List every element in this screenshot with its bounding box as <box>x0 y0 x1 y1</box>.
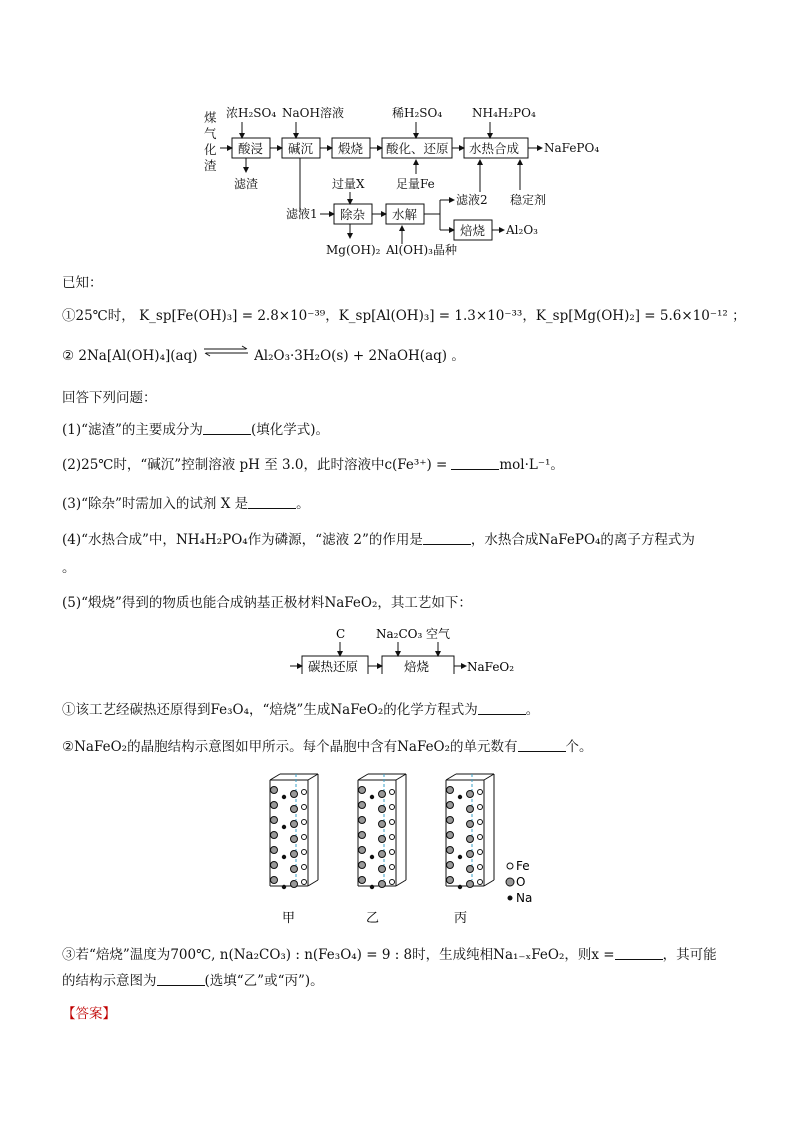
q5-3-condition: 700℃, n(Na₂CO₃) : n(Fe₃O₄) = 9 : 8 <box>170 947 413 963</box>
q5-1-nafeo2: NaFeO₂ <box>330 702 384 718</box>
answer-intro-text: 回答下列问题： <box>62 390 157 406</box>
ksp-equations: K_sp[Fe(OH)₃] = 2.8×10⁻³⁹，K_sp[Al(OH)₃] = 1.3×10⁻³³，K_sp[Mg(OH)₂] = 5.6×10⁻¹² <box>139 308 728 324</box>
step-hydrolysis: 水解 <box>392 207 418 222</box>
q5-text-b: ，其工艺如下： <box>377 595 472 611</box>
step-calcine: 煅烧 <box>338 141 364 156</box>
question-5 <box>62 593 472 613</box>
question-5-3 <box>62 945 717 965</box>
raw-material-char: 气 <box>204 126 217 141</box>
equilibrium-right: Al₂O₃·3H₂O(s) + 2NaOH(aq) <box>254 348 448 364</box>
q2-text-a: (2)25℃时，“碱沉”控制溶液 pH 至 3.0，此时溶液中 <box>62 457 385 473</box>
question-1 <box>62 420 329 440</box>
q5-3-x: x = <box>591 947 615 963</box>
legend-o-symbol <box>506 878 514 886</box>
known-2-end: 。 <box>451 348 465 364</box>
q4-reagent: NH₄H₂PO₄ <box>175 532 248 548</box>
q5-2-text-b: 的晶胞结构示意图如甲所示。每个晶胞中含有 <box>127 739 398 755</box>
roast-step: 焙烧 <box>404 659 430 674</box>
q1-text-a: (1)“滤渣”的主要成分为 <box>62 422 203 438</box>
q2-fe-conc: c(Fe³⁺) = <box>384 457 448 473</box>
q1-blank[interactable] <box>203 422 251 435</box>
q5-2-blank[interactable] <box>518 739 566 752</box>
equilibrium-left: 2Na[Al(OH)₄](aq) <box>78 348 198 364</box>
al2o3-label: Al₂O₃ <box>506 223 538 237</box>
q1-text-b: (填化学式)。 <box>250 422 329 438</box>
nafeo2-product: NaFeO₂ <box>467 660 515 674</box>
reagent-naoh: NaOH溶液 <box>282 106 344 120</box>
answer-section <box>62 1004 116 1024</box>
q5-1-fe3o4: Fe₃O₄ <box>210 702 250 718</box>
legend-fe: Fe <box>516 859 530 873</box>
mgoh2-label: Mg(OH)₂ <box>326 243 381 257</box>
q4-text-c: ，水热合成 <box>470 532 539 548</box>
known-2-prefix: ② <box>62 348 75 364</box>
reagent-dilute-h2so4: 稀H₂SO₄ <box>392 106 443 120</box>
legend-na: Na <box>516 891 533 905</box>
q5-1-text-d: 。 <box>525 702 540 718</box>
q3-blank[interactable] <box>248 496 296 509</box>
step-alkali-precip: 碱沉 <box>288 141 314 156</box>
q3-text-a: (3)“除杂”时需加入的试剂 X 是 <box>62 496 249 512</box>
cell-label-bing: 丙 <box>454 911 468 926</box>
q5-2-text-a: ② <box>62 739 75 755</box>
answer-intro <box>62 388 157 408</box>
step-remove: 除杂 <box>340 207 366 222</box>
raw-material-char: 渣 <box>204 158 217 173</box>
q4-blank-1[interactable] <box>423 532 471 545</box>
question-5-2 <box>62 737 593 757</box>
filtrate-1-label: 滤液1 <box>286 207 318 221</box>
q5-1-blank[interactable] <box>478 702 526 715</box>
process-flowchart <box>190 100 620 265</box>
air-label: 空气 <box>426 627 451 641</box>
q5-3-text-c: ，则 <box>564 947 592 963</box>
legend-fe-symbol <box>507 863 513 869</box>
filtrate-2-label: 滤液2 <box>456 193 488 207</box>
step-hydrothermal: 水热合成 <box>469 141 520 156</box>
known-item-1 <box>62 306 746 326</box>
q5-4-text-a: 的结构示意图为 <box>62 973 157 989</box>
known-1-prefix: ①25℃时， <box>62 308 135 324</box>
q5-1-text-b: ，“焙烧”生成 <box>249 702 331 718</box>
legend-na-symbol <box>508 896 513 901</box>
q5-text-a: (5)“煅烧”得到的物质也能合成钠基正极材料 <box>62 595 325 611</box>
q2-text-b: mol·L⁻¹。 <box>499 457 564 473</box>
question-4 <box>62 530 695 550</box>
q5-1-text-a: ①该工艺经碳热还原得到 <box>62 702 211 718</box>
q4-product: NaFePO₄ <box>538 532 601 548</box>
q5-2-text-d: 个。 <box>565 739 593 755</box>
q5-2-nafeo2-b: NaFeO₂ <box>397 739 451 755</box>
q4-text-e: 。 <box>62 560 76 576</box>
unit-cell <box>358 774 406 889</box>
q5-2-text-c: 的单元数有 <box>450 739 518 755</box>
q4-text-b: 作为磷源，“滤液 2”的作用是 <box>247 532 423 548</box>
question-4-cont <box>62 558 76 578</box>
q5-4-text-b: (选填“乙”或“丙”)。 <box>204 973 324 989</box>
product-nafepo4: NaFePO₄ <box>544 141 600 155</box>
raw-material-char: 化 <box>204 142 217 157</box>
residue-label: 滤渣 <box>234 177 259 191</box>
flowchart-svg <box>190 100 620 265</box>
question-5-3-cont <box>62 971 324 991</box>
enough-fe-label: 足量Fe <box>396 177 435 191</box>
known-label: 已知： <box>62 275 103 291</box>
q5-3-text-d: ，其可能 <box>662 947 717 963</box>
stabilizer-label: 稳定剂 <box>510 193 547 207</box>
unit-cell <box>270 774 318 889</box>
q5-product: NaFeO₂ <box>324 595 378 611</box>
reagent-conc-h2so4: 浓H₂SO₄ <box>226 106 277 120</box>
q5-1-text-c: 的化学方程式为 <box>383 702 478 718</box>
carbon-label: C <box>336 627 346 641</box>
known-heading <box>62 273 103 293</box>
unit-cell <box>446 774 494 889</box>
known-item-2 <box>62 346 465 366</box>
q5-3-blank[interactable] <box>615 947 663 960</box>
na2co3-label: Na₂CO₃ <box>376 627 423 641</box>
excess-x-label: 过量X <box>332 177 365 191</box>
cell-label-jia: 甲 <box>282 911 296 926</box>
legend-o: O <box>516 875 526 889</box>
step-acid-leach: 酸浸 <box>238 141 264 156</box>
nafeo2-process-diagram <box>290 626 520 674</box>
answer-label: 【答案】 <box>62 1006 116 1022</box>
q2-blank[interactable] <box>451 457 499 470</box>
carbothermal-step: 碳热还原 <box>308 659 359 674</box>
q3-text-b: 。 <box>296 496 310 512</box>
aloh3-seed-label: Al(OH)₃晶种 <box>386 243 457 257</box>
raw-material-char: 煤 <box>204 110 217 125</box>
q4-text-a: (4)“水热合成”中， <box>62 532 176 548</box>
step-acidify-reduce: 酸化、还原 <box>386 141 449 156</box>
step-roast: 焙烧 <box>460 223 486 238</box>
q5-2-nafeo2: NaFeO₂ <box>74 739 128 755</box>
reagent-nh4h2po4: NH₄H₂PO₄ <box>472 106 536 120</box>
equilibrium-arrow <box>202 343 250 363</box>
question-2 <box>62 455 564 475</box>
q5-3-formula: Na₁₋ₓFeO₂ <box>493 947 565 963</box>
q5-4-blank[interactable] <box>157 973 205 986</box>
crystal-svg <box>262 770 552 930</box>
known-1-end: ； <box>732 308 746 324</box>
question-5-1 <box>62 700 539 720</box>
process-svg <box>290 626 520 674</box>
crystal-structures <box>262 770 552 930</box>
q4-text-d: 的离子方程式为 <box>600 532 695 548</box>
q5-3-text-b: 时，生成纯相 <box>412 947 494 963</box>
q5-3-text-a: ③若“焙烧”温度为 <box>62 947 171 963</box>
cell-label-yi: 乙 <box>366 911 380 926</box>
question-3 <box>62 494 310 514</box>
